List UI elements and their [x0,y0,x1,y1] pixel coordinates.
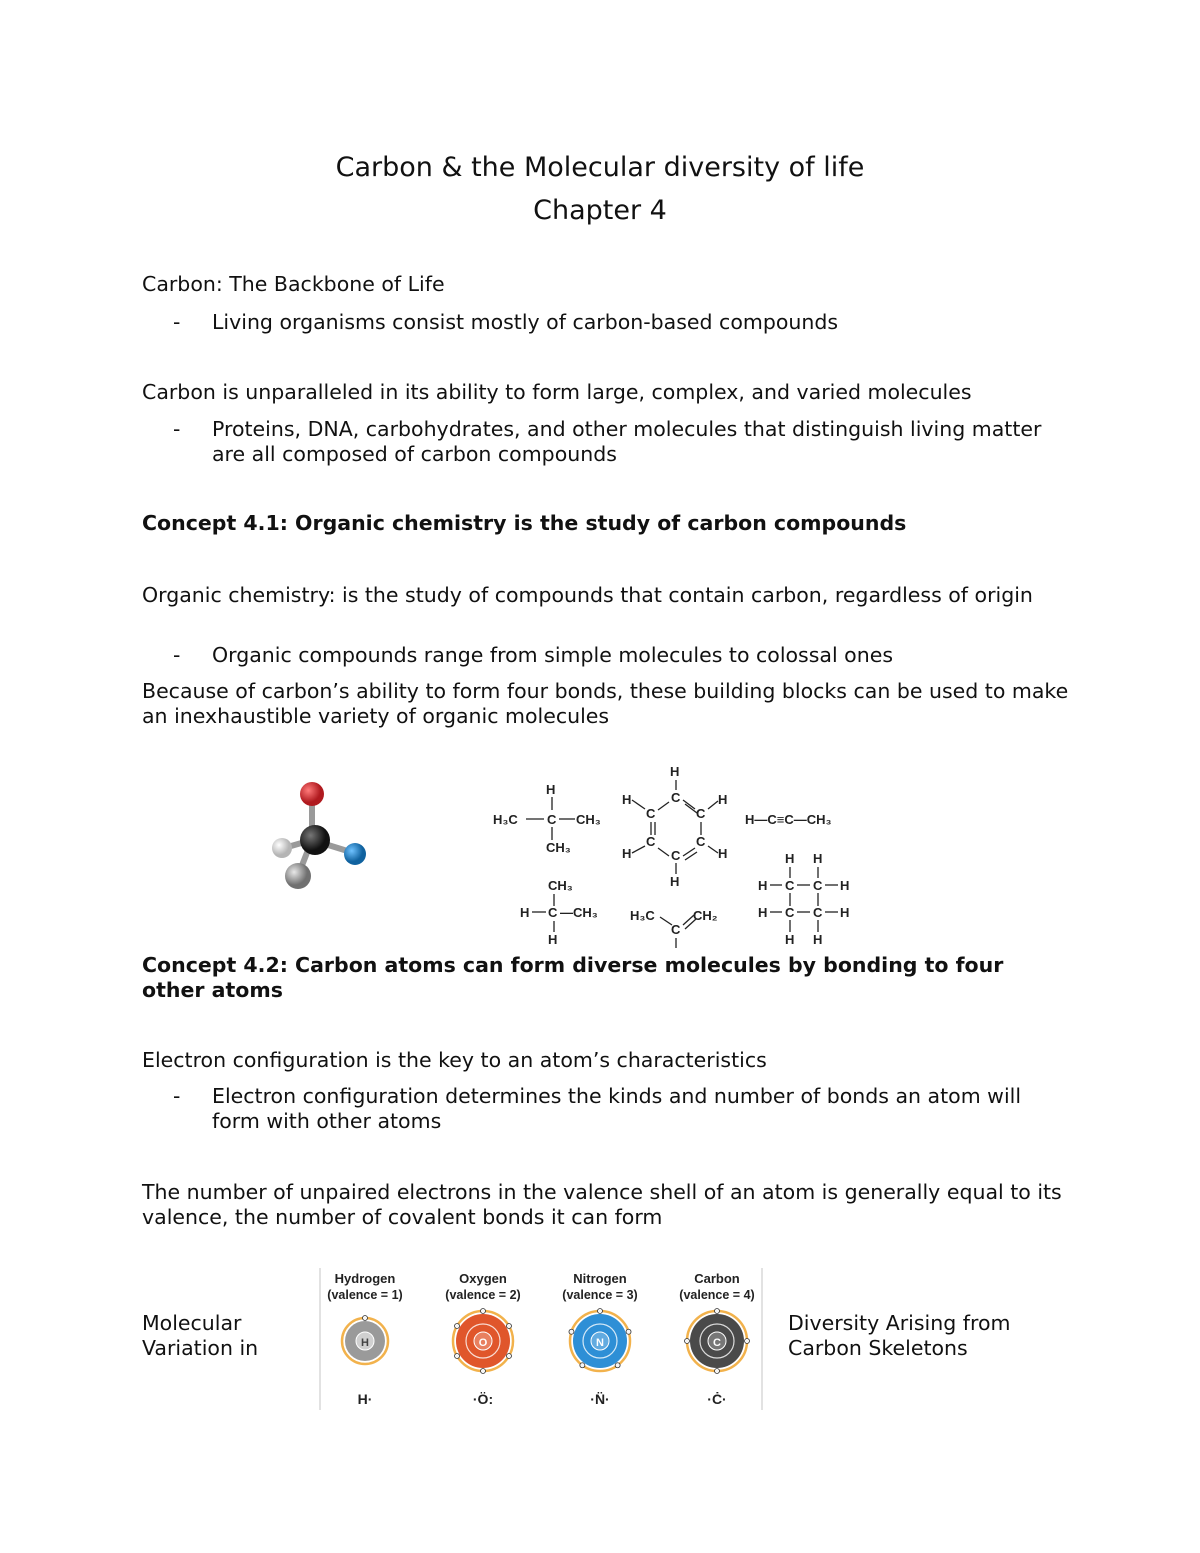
atom-symbol: H [361,1337,369,1349]
atom-symbol: N [596,1337,604,1349]
electron [506,1324,511,1329]
lewis-symbol: ·N̈· [590,1391,610,1407]
electron [715,1369,720,1374]
svg-text:H: H [813,932,823,947]
svg-text:H: H [840,905,850,920]
svg-text:C: C [813,878,823,893]
svg-text:C: C [646,806,656,821]
electron [481,1309,486,1314]
electron [715,1309,720,1314]
white-ball [272,838,292,858]
unpaired-text: The number of unpaired electrons in the valence shell of an atom is generally equal to its valence, the number of covalent bonds it can form [142,1180,1062,1229]
h-atom: H [546,782,556,797]
lewis-symbol: ·Ö: [472,1391,494,1407]
unparalleled-text: Carbon is unparalleled in its ability to form large, complex, and varied molecules [142,380,972,404]
electron [506,1354,511,1359]
svg-text:H: H [622,792,632,807]
diversity-skeletons-label: Diversity Arising from Carbon Skeletons [788,1311,1011,1360]
atom-name: Hydrogen [334,1271,396,1286]
organic-definition: Organic chemistry: is the study of compounds that contain carbon, regardless of origin [142,583,1033,607]
atom-valence: (valence = 3) [562,1288,638,1302]
svg-text:H: H [670,874,680,889]
atom-nitrogen [562,1271,637,1407]
electron [455,1354,460,1359]
svg-text:H: H [785,932,795,947]
ball-and-stick-model [262,770,382,900]
atom-symbol: O [478,1337,488,1349]
isobutane-right: —CH₃ [560,905,598,920]
four-bonds-text: Because of carbon’s ability to form four bonds, these building blocks can be used to make an inexhaustible variety of organic molecules [142,679,1069,728]
electron [598,1309,603,1314]
carbon-ball [300,825,330,855]
svg-text:C: C [785,878,795,893]
svg-text:H: H [758,878,768,893]
electron [580,1363,585,1368]
atom-symbol: C [713,1337,721,1349]
svg-text:H: H [548,932,558,947]
svg-text:H: H [520,905,530,920]
chapter-subtitle: Chapter 4 [533,195,667,226]
svg-text:H: H [622,846,632,861]
svg-text:H: H [785,851,795,866]
atom-oxygen [445,1271,520,1407]
isobutane-top: CH₃ [548,878,573,893]
unparalleled-bullet: Proteins, DNA, carbohydrates, and other molecules that distinguish living matter are all composed of carbon compounds [212,417,1042,466]
svg-text:H: H [840,878,850,893]
electron [615,1363,620,1368]
svg-text:C: C [671,922,681,937]
tbutyl-bottom: CH₃ [546,840,571,855]
svg-text:H: H [670,764,680,779]
atom-name: Carbon [694,1271,740,1286]
concept-4-1-heading: Concept 4.1: Organic chemistry is the study of carbon compounds [142,511,907,535]
electron [626,1329,631,1334]
electron [569,1329,574,1334]
electron [455,1324,460,1329]
svg-text:C: C [646,834,656,849]
tbutyl-left: H₃C [493,812,518,827]
atom-carbon [679,1271,754,1407]
electron [363,1316,368,1321]
atom-valence: (valence = 4) [679,1288,755,1302]
svg-text:C: C [696,834,706,849]
svg-text:C: C [671,848,681,863]
backbone-heading: Carbon: The Backbone of Life [142,272,445,296]
grey-ball [285,863,311,889]
alkyne-formula: H—C≡C—CH₃ [745,812,832,827]
propene-right: CH₂ [693,908,718,923]
electron [481,1369,486,1374]
electron [745,1339,750,1344]
bullet-mark: - [173,643,181,667]
electron [685,1339,690,1344]
bullet-mark: - [173,1084,181,1108]
svg-text:C: C [671,790,681,805]
electron-config-bullet: Electron configuration determines the kinds and number of bonds an atom will form with other atoms [212,1084,1022,1133]
page-title: Carbon & the Molecular diversity of life [335,152,865,183]
lewis-symbol: H· [357,1391,373,1407]
atom-hydrogen [327,1271,402,1407]
svg-text:C: C [813,905,823,920]
atom-valence: (valence = 2) [445,1288,521,1302]
electron-config-text: Electron configuration is the key to an atom’s characteristics [142,1048,767,1072]
backbone-bullet: Living organisms consist mostly of carbon-based compounds [212,310,839,334]
bullet-mark: - [173,417,181,441]
svg-text:H: H [813,851,823,866]
svg-text:C: C [548,905,558,920]
atom-name: Nitrogen [573,1271,627,1286]
c-atom: C [547,812,557,827]
svg-text:C: C [696,806,706,821]
svg-text:C: C [785,905,795,920]
svg-text:H: H [718,846,728,861]
bullet-mark: - [173,310,181,334]
lewis-symbol: ·Ċ· [707,1391,727,1407]
atom-name: Oxygen [459,1271,507,1286]
organic-bullet: Organic compounds range from simple molecules to colossal ones [212,643,894,667]
concept-4-2-heading: Concept 4.2: Carbon atoms can form diverse molecules by bonding to four other atoms [142,953,1004,1002]
nitrogen-ball [344,843,366,865]
valence-figure [318,1268,766,1412]
oxygen-ball [300,782,324,806]
svg-text:H: H [758,905,768,920]
structural-formulas [490,760,870,955]
propene-left: H₃C [630,908,655,923]
svg-text:H: H [718,792,728,807]
tbutyl-right: CH₃ [576,812,601,827]
molecular-variation-label: Molecular Variation in [142,1311,259,1360]
atom-valence: (valence = 1) [327,1288,403,1302]
